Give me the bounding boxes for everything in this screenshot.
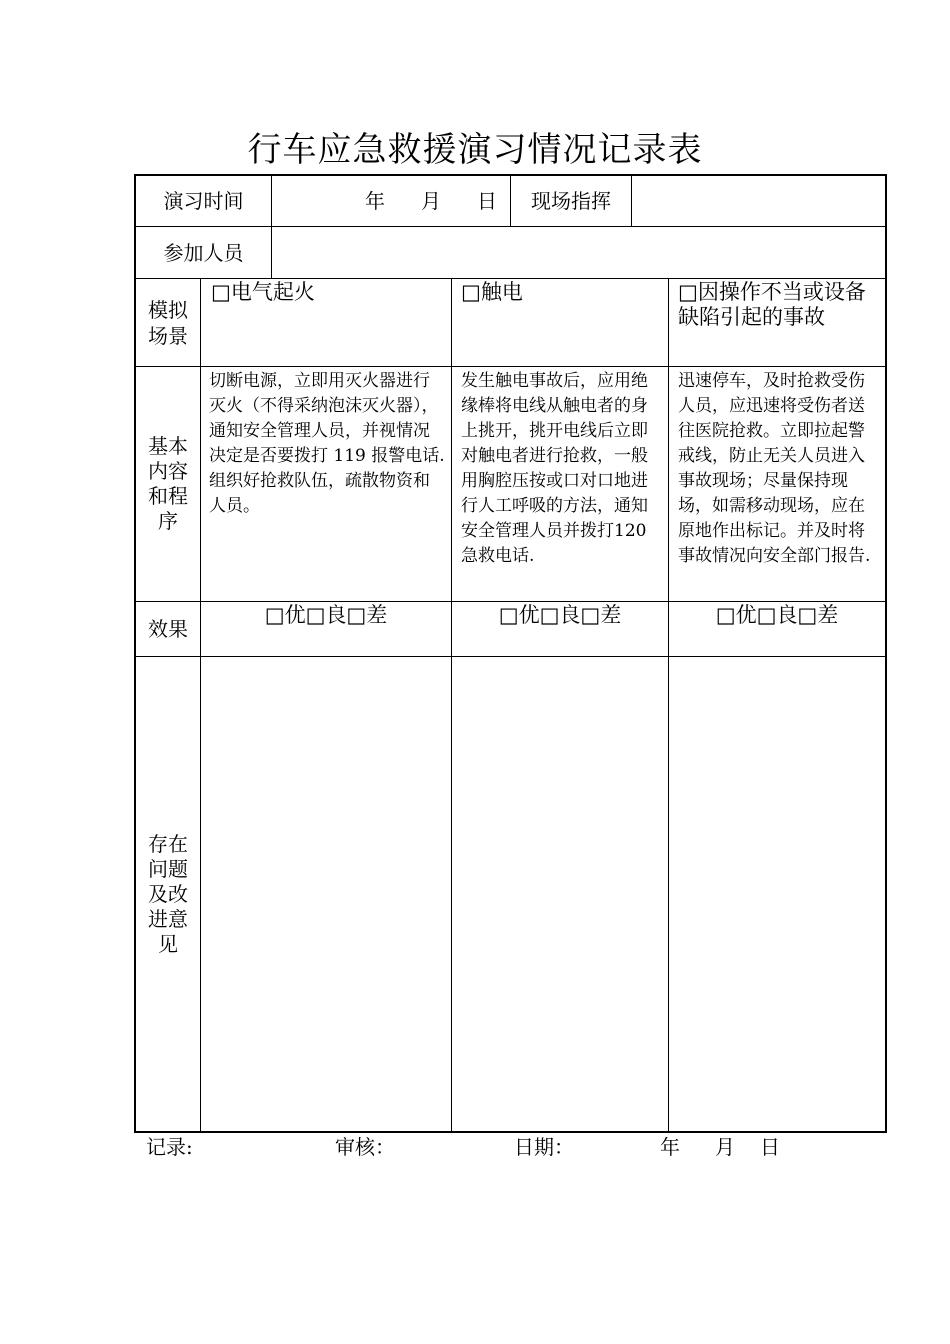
procedure-text-electric-shock: 发生触电事故后，应用绝缘棒将电线从触电者的身上挑开，挑开电线后立即对触电者进行抢救，一般用胸腔压按或口对口地进行人工呼吸的方法，通知安全管理人员并拨打120 急救电话. [461,371,648,566]
issues-label-line: 及改 [148,882,188,906]
issues-label [136,657,200,1132]
procedure-label-line: 序 [158,509,178,533]
issues-field-fire[interactable] [201,657,451,1132]
issues-field-electric-shock[interactable] [452,657,668,1132]
procedure-label-line: 和程 [148,484,188,508]
row-divider [135,601,886,602]
footer-record-label: 记录: [146,1135,193,1159]
scenario-label [136,279,200,366]
footer-date-label: 日期： [514,1135,574,1159]
issues-label-line: 存在 [148,832,188,856]
participants-field[interactable] [272,227,885,278]
scenario-option-fire[interactable]: □电气起火 [211,280,315,304]
effect-rating-fire[interactable]: □优□良□差 [264,603,388,627]
scenario-label-line2: 场景 [148,323,188,348]
issues-label-line: 问题 [148,857,188,881]
footer-year-label: 年 [660,1135,680,1159]
scenario-option-electric-shock[interactable]: □触电 [461,280,523,304]
issues-label-line: 进意 [148,907,188,931]
procedure-text-fire: 切断电源，立即用灭火器进行灭火（不得采纳泡沫灭火器），通知安全管理人员，并视情况决定是否要拨打 119 报警电话.组织好抢救队伍，疏散物资和人员。 [209,371,445,516]
row-divider [135,278,886,279]
participants-label: 参加人员 [163,240,244,265]
day-label: 日 [477,189,497,213]
month-label: 月 [421,189,441,213]
site-commander-label: 现场指挥 [531,189,611,213]
year-label: 年 [365,189,385,213]
effect-rating-equipment-accident[interactable]: □优□良□差 [715,603,839,627]
footer-review-label: 审核： [335,1135,395,1159]
drill-date-field[interactable] [272,176,510,226]
effect-label: 效果 [148,617,188,641]
scenario-option-equipment-accident[interactable]: □因操作不当或设备缺陷引起的事故 [678,280,866,329]
issues-field-equipment-accident[interactable] [669,657,885,1132]
row-divider [135,366,886,367]
footer-day-label: 日 [760,1135,780,1159]
issues-label-line: 见 [158,932,178,956]
site-commander-field[interactable] [632,176,885,226]
procedure-text-equipment-accident: 迅速停车，及时抢救受伤人员，应迅速将受伤者送往医院抢救。立即拉起警戒线，防止无关人员进入事故现场；尽量保持现场，如需移动现场，应在原地作出标记。并及时将事故情况向安全部门报告. [678,371,871,566]
procedure-label-line: 基本 [148,434,188,458]
procedure-label-line: 内容 [148,459,188,483]
page-title: 行车应急救援演习情况记录表 [247,130,703,170]
drill-time-label: 演习时间 [163,189,244,213]
footer-month-label: 月 [715,1135,735,1159]
effect-rating-electric-shock[interactable]: □优□良□差 [498,603,622,627]
procedure-label [136,367,200,601]
scenario-label-line1: 模拟 [148,297,188,322]
